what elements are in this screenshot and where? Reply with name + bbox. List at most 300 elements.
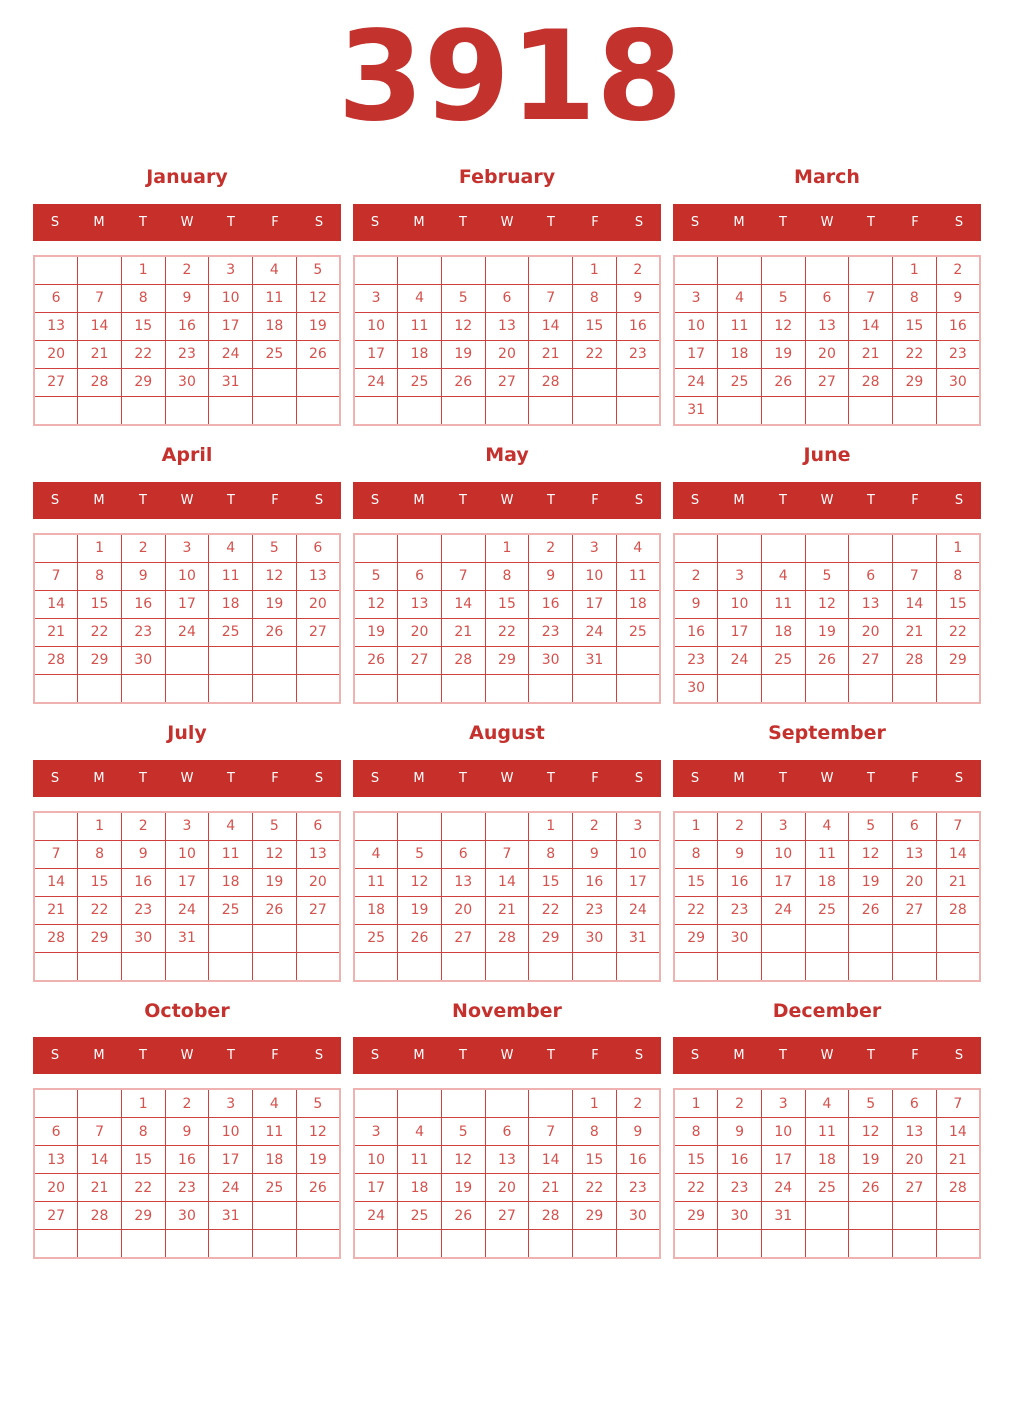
day-cell: 26 <box>761 368 805 396</box>
day-cell: 19 <box>253 590 297 618</box>
empty-day-cell <box>893 952 937 981</box>
week-row <box>34 1146 340 1174</box>
day-cell: 4 <box>398 1118 442 1146</box>
day-cell: 29 <box>936 646 980 674</box>
week-row <box>674 646 980 674</box>
day-grid <box>33 811 341 982</box>
day-cell: 14 <box>893 590 937 618</box>
weekday-label: S <box>954 214 964 230</box>
day-cell: 30 <box>718 924 762 952</box>
day-cell: 13 <box>398 590 442 618</box>
day-cell: 1 <box>936 534 980 563</box>
months-grid <box>33 166 981 1259</box>
week-row <box>354 284 660 312</box>
day-cell: 7 <box>78 284 122 312</box>
day-cell: 17 <box>674 340 718 368</box>
week-row <box>674 924 980 952</box>
weekday-label: M <box>733 492 745 508</box>
day-cell: 1 <box>893 256 937 285</box>
day-cell: 16 <box>718 1146 762 1174</box>
day-cell: 13 <box>805 312 849 340</box>
day-cell: 22 <box>936 618 980 646</box>
weekday-label: M <box>733 770 745 786</box>
day-cell: 19 <box>441 340 485 368</box>
empty-day-cell <box>354 534 398 563</box>
day-cell: 1 <box>78 534 122 563</box>
day-cell: 12 <box>849 840 893 868</box>
weekday-label: M <box>93 492 105 508</box>
day-cell: 3 <box>209 1089 253 1118</box>
day-cell: 24 <box>165 896 209 924</box>
week-row <box>674 396 980 425</box>
empty-day-cell <box>849 256 893 285</box>
day-cell: 9 <box>165 1118 209 1146</box>
day-grid <box>353 255 661 426</box>
empty-day-cell <box>441 396 485 425</box>
day-cell: 18 <box>253 1146 297 1174</box>
day-cell: 5 <box>253 812 297 841</box>
day-cell: 15 <box>485 590 529 618</box>
empty-day-cell <box>805 396 849 425</box>
empty-day-cell <box>849 952 893 981</box>
empty-day-cell <box>441 952 485 981</box>
day-cell: 2 <box>573 812 617 841</box>
empty-day-cell <box>849 1230 893 1259</box>
weekday-label: T <box>547 770 555 786</box>
day-cell: 12 <box>849 1118 893 1146</box>
day-cell: 19 <box>441 1174 485 1202</box>
empty-day-cell <box>893 924 937 952</box>
week-row <box>674 812 980 841</box>
day-cell: 19 <box>805 618 849 646</box>
day-cell: 26 <box>253 618 297 646</box>
empty-day-cell <box>893 1202 937 1230</box>
day-cell: 3 <box>354 1118 398 1146</box>
day-cell: 25 <box>398 368 442 396</box>
empty-day-cell <box>78 1089 122 1118</box>
weekday-label: T <box>547 214 555 230</box>
day-cell: 20 <box>805 340 849 368</box>
day-cell: 5 <box>441 284 485 312</box>
day-cell: 8 <box>674 840 718 868</box>
empty-day-cell <box>441 1089 485 1118</box>
empty-day-cell <box>78 952 122 981</box>
day-cell: 6 <box>893 1089 937 1118</box>
day-cell: 24 <box>165 618 209 646</box>
day-cell: 12 <box>354 590 398 618</box>
day-cell: 6 <box>441 840 485 868</box>
day-cell: 1 <box>121 1089 165 1118</box>
day-cell: 17 <box>616 868 660 896</box>
day-cell: 7 <box>485 840 529 868</box>
week-row <box>34 896 340 924</box>
empty-day-cell <box>936 1230 980 1259</box>
day-cell: 14 <box>936 840 980 868</box>
day-cell: 19 <box>849 868 893 896</box>
day-cell: 3 <box>165 812 209 841</box>
day-cell: 16 <box>165 312 209 340</box>
day-grid <box>673 1088 981 1259</box>
day-cell: 16 <box>573 868 617 896</box>
day-cell: 2 <box>718 1089 762 1118</box>
day-cell: 25 <box>354 924 398 952</box>
empty-day-cell <box>209 396 253 425</box>
day-cell: 3 <box>761 812 805 841</box>
month-block <box>33 722 341 982</box>
empty-day-cell <box>209 646 253 674</box>
day-cell: 20 <box>849 618 893 646</box>
day-cell: 21 <box>893 618 937 646</box>
day-cell: 16 <box>529 590 573 618</box>
day-cell: 27 <box>296 896 340 924</box>
empty-day-cell <box>761 952 805 981</box>
day-cell: 1 <box>121 256 165 285</box>
month-title: February <box>458 166 556 189</box>
weekday-label: F <box>271 770 279 786</box>
day-cell: 5 <box>761 284 805 312</box>
empty-day-cell <box>573 674 617 703</box>
day-cell: 8 <box>573 284 617 312</box>
day-cell: 5 <box>296 1089 340 1118</box>
weekday-label: T <box>459 214 467 230</box>
weekday-label: W <box>820 492 834 508</box>
day-cell: 26 <box>398 924 442 952</box>
empty-day-cell <box>253 952 297 981</box>
day-cell: 18 <box>253 312 297 340</box>
empty-day-cell <box>209 924 253 952</box>
day-cell: 12 <box>441 1146 485 1174</box>
day-cell: 2 <box>616 256 660 285</box>
day-cell: 6 <box>34 284 78 312</box>
empty-day-cell <box>165 646 209 674</box>
week-row <box>34 1202 340 1230</box>
day-cell: 23 <box>529 618 573 646</box>
empty-day-cell <box>121 952 165 981</box>
empty-day-cell <box>805 1202 849 1230</box>
day-cell: 2 <box>165 1089 209 1118</box>
day-cell: 29 <box>121 1202 165 1230</box>
day-cell: 25 <box>398 1202 442 1230</box>
day-cell: 31 <box>616 924 660 952</box>
day-grid <box>33 533 341 704</box>
day-cell: 9 <box>718 840 762 868</box>
day-grid <box>353 811 661 982</box>
day-cell: 15 <box>573 312 617 340</box>
day-cell: 11 <box>209 562 253 590</box>
day-cell: 28 <box>34 646 78 674</box>
weekday-label: F <box>911 770 919 786</box>
day-cell: 10 <box>761 1118 805 1146</box>
day-cell: 21 <box>936 1146 980 1174</box>
day-cell: 27 <box>398 646 442 674</box>
day-cell: 7 <box>78 1118 122 1146</box>
weekday-label: T <box>547 1048 555 1064</box>
weekday-label: S <box>954 492 964 508</box>
day-cell: 4 <box>718 284 762 312</box>
day-cell: 8 <box>78 840 122 868</box>
day-cell: 25 <box>761 646 805 674</box>
day-cell: 3 <box>165 534 209 563</box>
week-row <box>354 674 660 703</box>
week-row <box>674 312 980 340</box>
day-cell: 2 <box>718 812 762 841</box>
day-cell: 10 <box>354 1146 398 1174</box>
day-cell: 10 <box>165 840 209 868</box>
empty-day-cell <box>398 952 442 981</box>
empty-day-cell <box>253 396 297 425</box>
day-cell: 16 <box>165 1146 209 1174</box>
week-row <box>674 1146 980 1174</box>
day-cell: 1 <box>674 812 718 841</box>
day-cell: 1 <box>674 1089 718 1118</box>
month-title: November <box>452 999 562 1022</box>
day-cell: 10 <box>165 562 209 590</box>
empty-day-cell <box>718 256 762 285</box>
day-cell: 15 <box>78 590 122 618</box>
day-cell: 26 <box>805 646 849 674</box>
empty-day-cell <box>718 396 762 425</box>
empty-day-cell <box>398 674 442 703</box>
empty-day-cell <box>34 1230 78 1259</box>
day-cell: 21 <box>34 618 78 646</box>
day-grid <box>33 255 341 426</box>
day-cell: 4 <box>209 812 253 841</box>
day-cell: 11 <box>398 312 442 340</box>
empty-day-cell <box>398 396 442 425</box>
day-cell: 17 <box>165 868 209 896</box>
day-cell: 23 <box>674 646 718 674</box>
day-grid <box>353 533 661 704</box>
day-cell: 17 <box>209 312 253 340</box>
week-row <box>34 534 340 563</box>
day-cell: 4 <box>805 1089 849 1118</box>
day-cell: 30 <box>165 1202 209 1230</box>
empty-day-cell <box>296 952 340 981</box>
empty-day-cell <box>165 396 209 425</box>
empty-day-cell <box>529 674 573 703</box>
empty-day-cell <box>805 1230 849 1259</box>
week-row <box>354 840 660 868</box>
day-cell: 30 <box>718 1202 762 1230</box>
empty-day-cell <box>296 924 340 952</box>
day-cell: 3 <box>354 284 398 312</box>
day-cell: 7 <box>34 562 78 590</box>
day-cell: 15 <box>936 590 980 618</box>
weekday-label: M <box>733 1048 745 1064</box>
day-cell: 4 <box>253 256 297 285</box>
empty-day-cell <box>253 924 297 952</box>
week-row <box>354 924 660 952</box>
day-cell: 14 <box>485 868 529 896</box>
empty-day-cell <box>398 1230 442 1259</box>
day-cell: 20 <box>398 618 442 646</box>
day-cell: 25 <box>253 1174 297 1202</box>
empty-day-cell <box>121 674 165 703</box>
day-cell: 26 <box>296 340 340 368</box>
empty-day-cell <box>354 674 398 703</box>
day-cell: 6 <box>296 534 340 563</box>
month-block <box>353 166 661 426</box>
day-cell: 13 <box>893 840 937 868</box>
day-cell: 25 <box>209 618 253 646</box>
month-title: October <box>144 999 230 1022</box>
day-cell: 18 <box>209 868 253 896</box>
day-cell: 24 <box>718 646 762 674</box>
day-cell: 21 <box>936 868 980 896</box>
empty-day-cell <box>936 1202 980 1230</box>
day-cell: 27 <box>485 368 529 396</box>
weekday-label: F <box>591 214 599 230</box>
day-cell: 31 <box>674 396 718 425</box>
day-cell: 27 <box>34 368 78 396</box>
day-cell: 27 <box>805 368 849 396</box>
week-row <box>34 1118 340 1146</box>
week-row <box>354 952 660 981</box>
month-title: September <box>768 721 886 744</box>
day-cell: 17 <box>761 868 805 896</box>
weekday-label: S <box>50 1048 60 1064</box>
weekday-header-bar <box>673 204 981 241</box>
day-cell: 3 <box>674 284 718 312</box>
week-row <box>674 674 980 703</box>
day-grid <box>33 1088 341 1259</box>
weekday-label: T <box>139 770 147 786</box>
day-cell: 2 <box>616 1089 660 1118</box>
empty-day-cell <box>485 1230 529 1259</box>
week-row <box>674 284 980 312</box>
month-title: April <box>161 443 213 466</box>
day-cell: 22 <box>78 896 122 924</box>
day-cell: 24 <box>354 368 398 396</box>
week-row <box>354 1118 660 1146</box>
empty-day-cell <box>893 1230 937 1259</box>
day-cell: 26 <box>849 896 893 924</box>
weekday-header-bar <box>353 1037 661 1074</box>
day-cell: 29 <box>485 646 529 674</box>
day-cell: 10 <box>573 562 617 590</box>
day-cell: 8 <box>485 562 529 590</box>
weekday-label: S <box>314 492 324 508</box>
day-cell: 28 <box>485 924 529 952</box>
day-cell: 9 <box>616 1118 660 1146</box>
day-cell: 10 <box>761 840 805 868</box>
day-cell: 29 <box>78 646 122 674</box>
day-cell: 24 <box>209 340 253 368</box>
empty-day-cell <box>936 952 980 981</box>
day-cell: 23 <box>165 340 209 368</box>
weekday-header-bar <box>353 760 661 797</box>
day-cell: 23 <box>616 1174 660 1202</box>
day-cell: 11 <box>718 312 762 340</box>
empty-day-cell <box>936 396 980 425</box>
day-cell: 15 <box>674 1146 718 1174</box>
empty-day-cell <box>78 1230 122 1259</box>
day-cell: 14 <box>78 1146 122 1174</box>
weekday-label: T <box>779 770 787 786</box>
empty-day-cell <box>761 256 805 285</box>
empty-day-cell <box>209 674 253 703</box>
day-cell: 8 <box>573 1118 617 1146</box>
empty-day-cell <box>718 1230 762 1259</box>
weekday-label: S <box>634 1048 644 1064</box>
day-cell: 8 <box>121 1118 165 1146</box>
week-row <box>34 812 340 841</box>
weekday-label: F <box>271 492 279 508</box>
weekday-label: T <box>459 492 467 508</box>
month-title: December <box>772 999 882 1022</box>
day-cell: 25 <box>253 340 297 368</box>
day-cell: 30 <box>616 1202 660 1230</box>
empty-day-cell <box>573 1230 617 1259</box>
empty-day-cell <box>398 534 442 563</box>
day-cell: 21 <box>78 1174 122 1202</box>
day-cell: 26 <box>441 368 485 396</box>
day-cell: 14 <box>529 1146 573 1174</box>
day-cell: 23 <box>121 896 165 924</box>
day-cell: 6 <box>296 812 340 841</box>
weekday-label: S <box>954 770 964 786</box>
day-cell: 12 <box>441 312 485 340</box>
day-cell: 13 <box>849 590 893 618</box>
weekday-label: T <box>139 492 147 508</box>
weekday-label: W <box>820 770 834 786</box>
day-cell: 21 <box>529 1174 573 1202</box>
empty-day-cell <box>674 534 718 563</box>
weekday-label: S <box>50 214 60 230</box>
day-cell: 20 <box>485 340 529 368</box>
day-cell: 28 <box>441 646 485 674</box>
empty-day-cell <box>78 396 122 425</box>
week-row <box>674 840 980 868</box>
day-cell: 3 <box>573 534 617 563</box>
day-cell: 19 <box>398 896 442 924</box>
day-cell: 29 <box>893 368 937 396</box>
weekday-label: S <box>690 492 700 508</box>
day-grid <box>353 1088 661 1259</box>
month-title: June <box>803 443 851 466</box>
week-row <box>354 618 660 646</box>
day-cell: 31 <box>165 924 209 952</box>
weekday-label: T <box>547 492 555 508</box>
weekday-label: F <box>271 1048 279 1064</box>
week-row <box>34 256 340 285</box>
day-cell: 15 <box>674 868 718 896</box>
empty-day-cell <box>529 952 573 981</box>
day-cell: 8 <box>121 284 165 312</box>
day-cell: 24 <box>573 618 617 646</box>
day-cell: 20 <box>485 1174 529 1202</box>
month-block <box>673 444 981 704</box>
day-cell: 13 <box>296 840 340 868</box>
day-cell: 20 <box>893 1146 937 1174</box>
day-cell: 21 <box>441 618 485 646</box>
day-cell: 27 <box>34 1202 78 1230</box>
day-cell: 13 <box>34 1146 78 1174</box>
empty-day-cell <box>718 952 762 981</box>
month-block <box>353 444 661 704</box>
week-row <box>34 562 340 590</box>
day-cell: 10 <box>354 312 398 340</box>
day-cell: 6 <box>34 1118 78 1146</box>
day-cell: 9 <box>674 590 718 618</box>
day-cell: 23 <box>573 896 617 924</box>
day-cell: 10 <box>718 590 762 618</box>
day-cell: 22 <box>573 340 617 368</box>
empty-day-cell <box>209 1230 253 1259</box>
day-cell: 6 <box>849 562 893 590</box>
weekday-label: S <box>634 214 644 230</box>
day-cell: 17 <box>354 340 398 368</box>
